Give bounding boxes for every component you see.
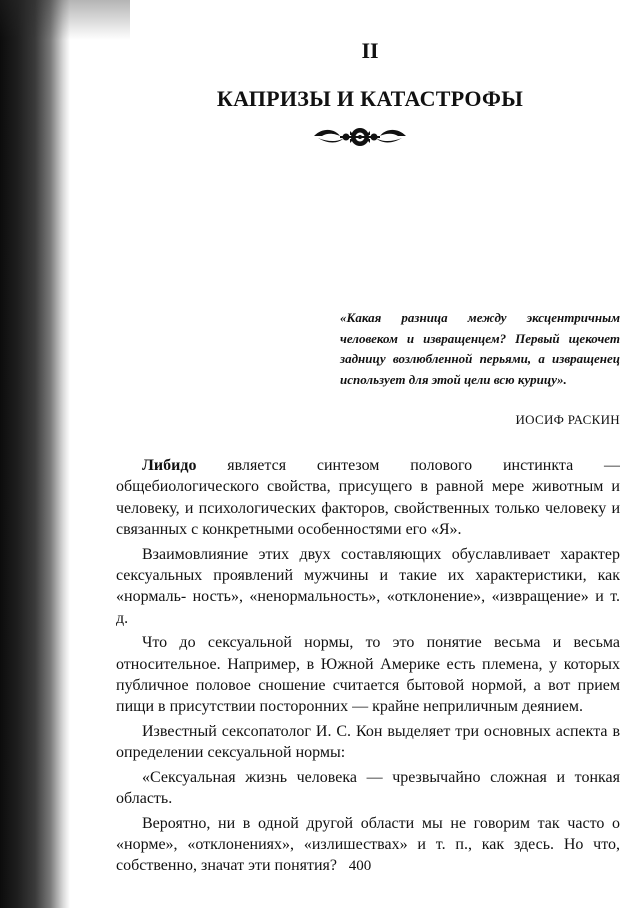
paragraph-3: Что до сексуальной нормы, то это понятие весьма и весьма относительное. Например, в Южной Америке есть племена, у которых публичное половое сношение считается бытовой нормой, а вот прием пищи в присутствии посторонних — крайне неприличным деянием. xyxy=(116,634,620,716)
paragraph-1-text: является синтезом полового инстинкта — общебиологического свойства, присущего в равной мере животным и человеку, и психологических факторов, свойственных только человеку и связанных с конкретными особенностями его «Я». xyxy=(116,457,620,539)
chapter-title: КАПРИЗЫ И КАТАСТРОФЫ xyxy=(216,86,524,111)
chapter-number: II xyxy=(361,38,379,63)
epigraph-author: ИОСИФ РАСКИН xyxy=(515,412,620,427)
paragraph-5: «Сексуальная жизнь человека — чрезвычайно сложная и тонкая область. xyxy=(116,768,620,808)
decorative-vignette-icon xyxy=(310,122,410,152)
chapter-body xyxy=(116,455,620,880)
paragraph-1 xyxy=(116,455,620,541)
page-number: 400 xyxy=(348,858,372,874)
paragraph-2: Взаимовлияние этих двух составляющих обуславливает характер сексуальных проявлений мужчины и такие их характеристики, как «нормаль- ность», «ненормальность», «отклонение», «извращение» и т. д. xyxy=(116,545,620,627)
top-edge-shadow xyxy=(0,0,130,40)
book-spine-shadow xyxy=(0,0,70,908)
epigraph-quote: «Какая разница между эксцентричным человеком и извращенцем? Первый щекочет задницу возлюбленной перьями, а извращенец использует для этой цели всю курицу». xyxy=(340,310,620,387)
lead-term: Либидо xyxy=(142,457,197,474)
paragraph-4: Известный сексопатолог И. С. Кон выделяет три основных аспекта в определении сексуальной нормы: xyxy=(116,722,620,762)
paragraph-6: Вероятно, ни в одной другой области мы не говорим так часто о «норме», «отклонениях», «излишествах» и т. п., как здесь. Но что, собственно, значат эти понятия? xyxy=(116,814,620,875)
